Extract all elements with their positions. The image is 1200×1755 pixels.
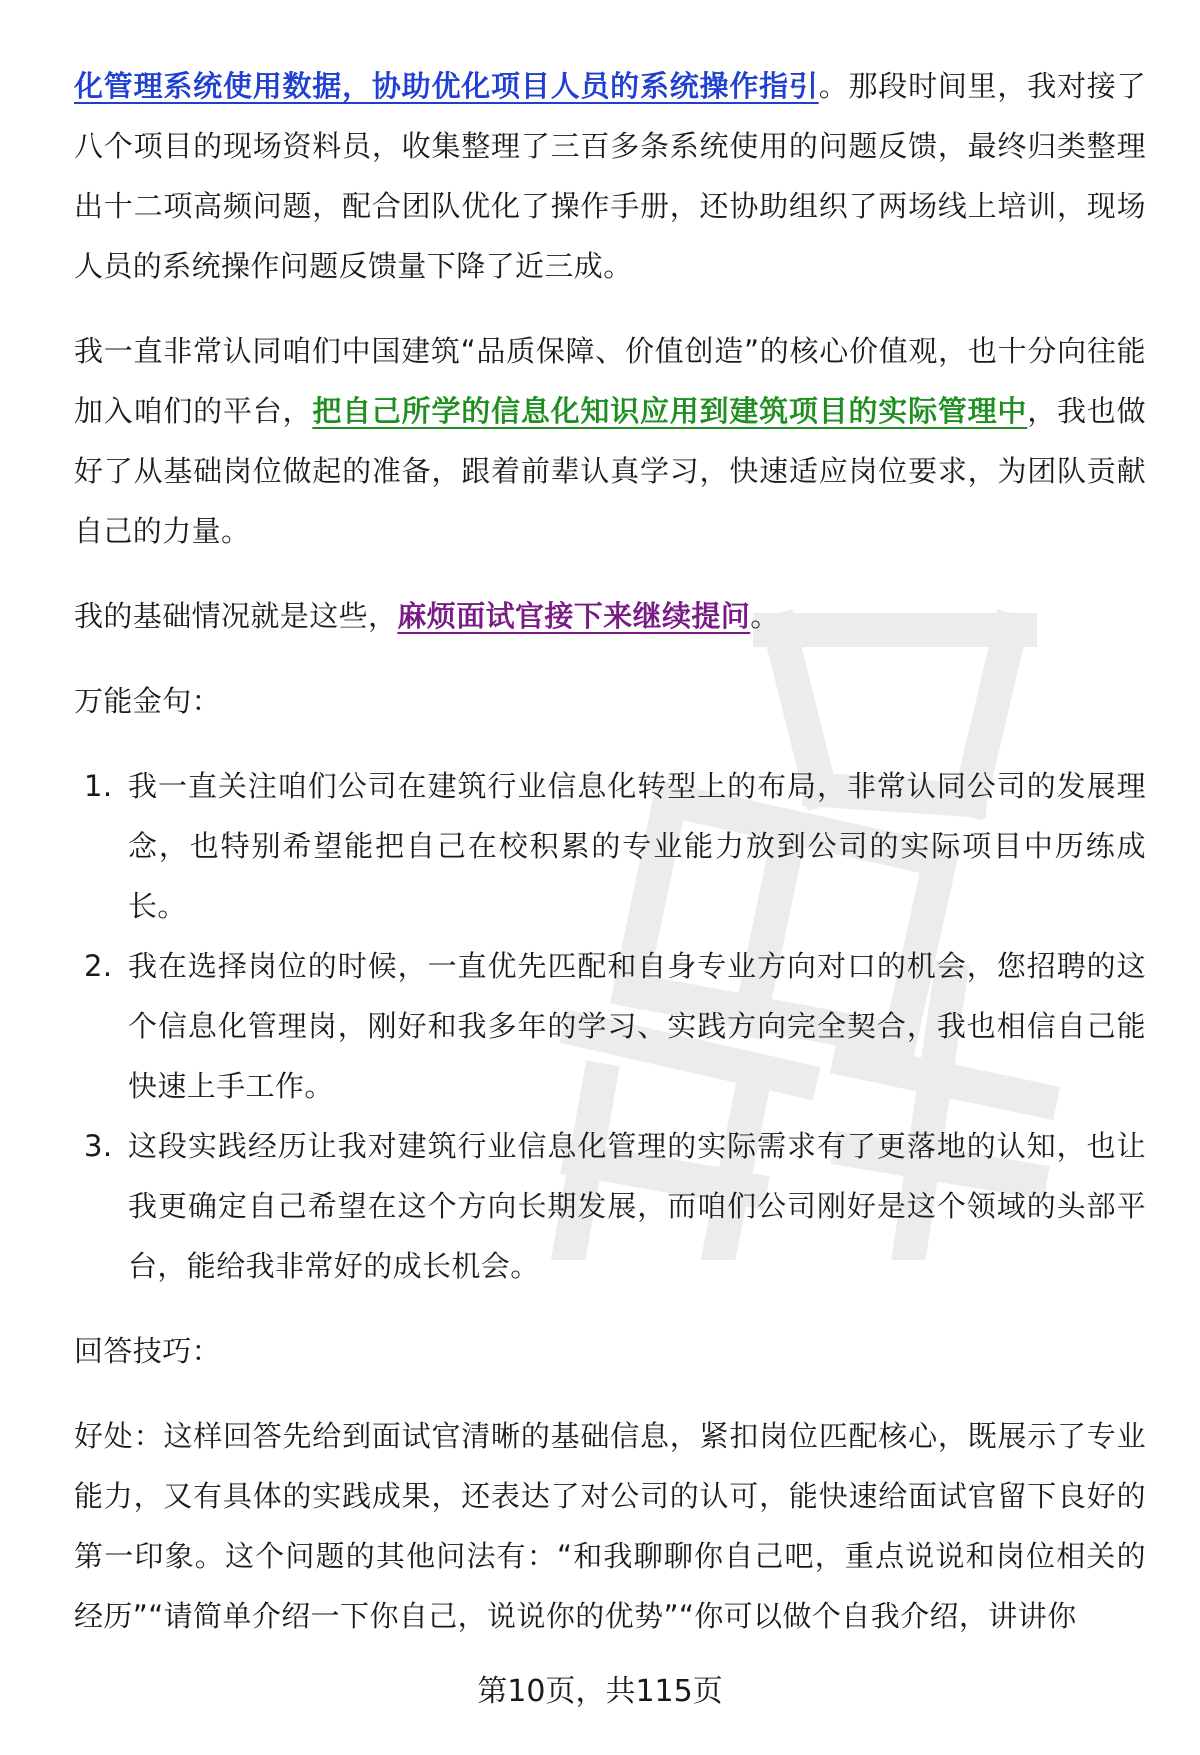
paragraph-text: 我的基础情况就是这些， [74, 599, 398, 633]
paragraph-text: ，我也做好了从基础岗位做起的准备，跟着前辈认真学习，快速适应岗位要求，为团队贡献自己的力量。 [74, 394, 1146, 548]
paragraph-experience [74, 56, 1146, 296]
paragraph-values [74, 321, 1146, 561]
list-item [74, 756, 1146, 936]
paragraph-closing [74, 586, 1146, 646]
golden-sentences-heading: 万能金句： [74, 684, 222, 718]
paragraph-text: 我一直非常认同咱们中国建筑“品质保障、价值创造”的核心价值观，也十分向往能加入咱们的平台， [74, 334, 1146, 428]
benefit-paragraph: 好处：这样回答先给到面试官清晰的基础信息，紧扣岗位匹配核心，既展示了专业能力，又有具体的实践成果，还表达了对公司的认可，能快速给面试官留下良好的第一印象。这个问题的其他问法有：“和我聊聊你自己吧，重点说说和岗位相关的经历”“请简单介绍一下你自己，说说你的优势”“你可以做个自我介绍，讲讲你 [74, 1419, 1146, 1633]
list-item-number: 2. [84, 949, 113, 983]
list-item [74, 1116, 1146, 1296]
list-item-text: 我一直关注咱们公司在建筑行业信息化转型上的布局，非常认同公司的发展理念，也特别希望能把自己在校积累的专业能力放到公司的实际项目中历练成长。 [128, 769, 1146, 923]
document-body [74, 56, 1146, 1646]
list-item-text: 这段实践经历让我对建筑行业信息化管理的实际需求有了更落地的认知，也让我更确定自己希望在这个方向长期发展，而咱们公司刚好是这个领域的头部平台，能给我非常好的成长机会。 [128, 1129, 1146, 1283]
page-number-footer: 第10页，共115页 [477, 1674, 723, 1709]
highlight-purple: 麻烦面试官接下来继续提问 [397, 599, 751, 633]
list-item-number: 1. [84, 769, 113, 803]
list-item-text: 我在选择岗位的时候，一直优先匹配和自身专业方向对口的机会，您招聘的这个信息化管理岗，刚好和我多年的学习、实践方向完全契合，我也相信自己能快速上手工作。 [128, 949, 1146, 1103]
paragraph-text: 。 [750, 599, 780, 633]
paragraph-text: 。那段时间里，我对接了八个项目的现场资料员，收集整理了三百多条系统使用的问题反馈，最终归类整理出十二项高频问题，配合团队优化了操作手册，还协助组织了两场线上培训，现场人员的系统操作问题反馈量下降了近三成。 [74, 69, 1146, 283]
list-item [74, 936, 1146, 1116]
golden-sentences-list [74, 756, 1146, 1296]
highlight-green: 把自己所学的信息化知识应用到建筑项目的实际管理中 [312, 394, 1028, 428]
highlight-link-blue[interactable]: 化管理系统使用数据，协助优化项目人员的系统操作指引 [74, 69, 819, 103]
answer-tips-heading: 回答技巧： [74, 1334, 222, 1368]
list-item-number: 3. [84, 1129, 113, 1163]
